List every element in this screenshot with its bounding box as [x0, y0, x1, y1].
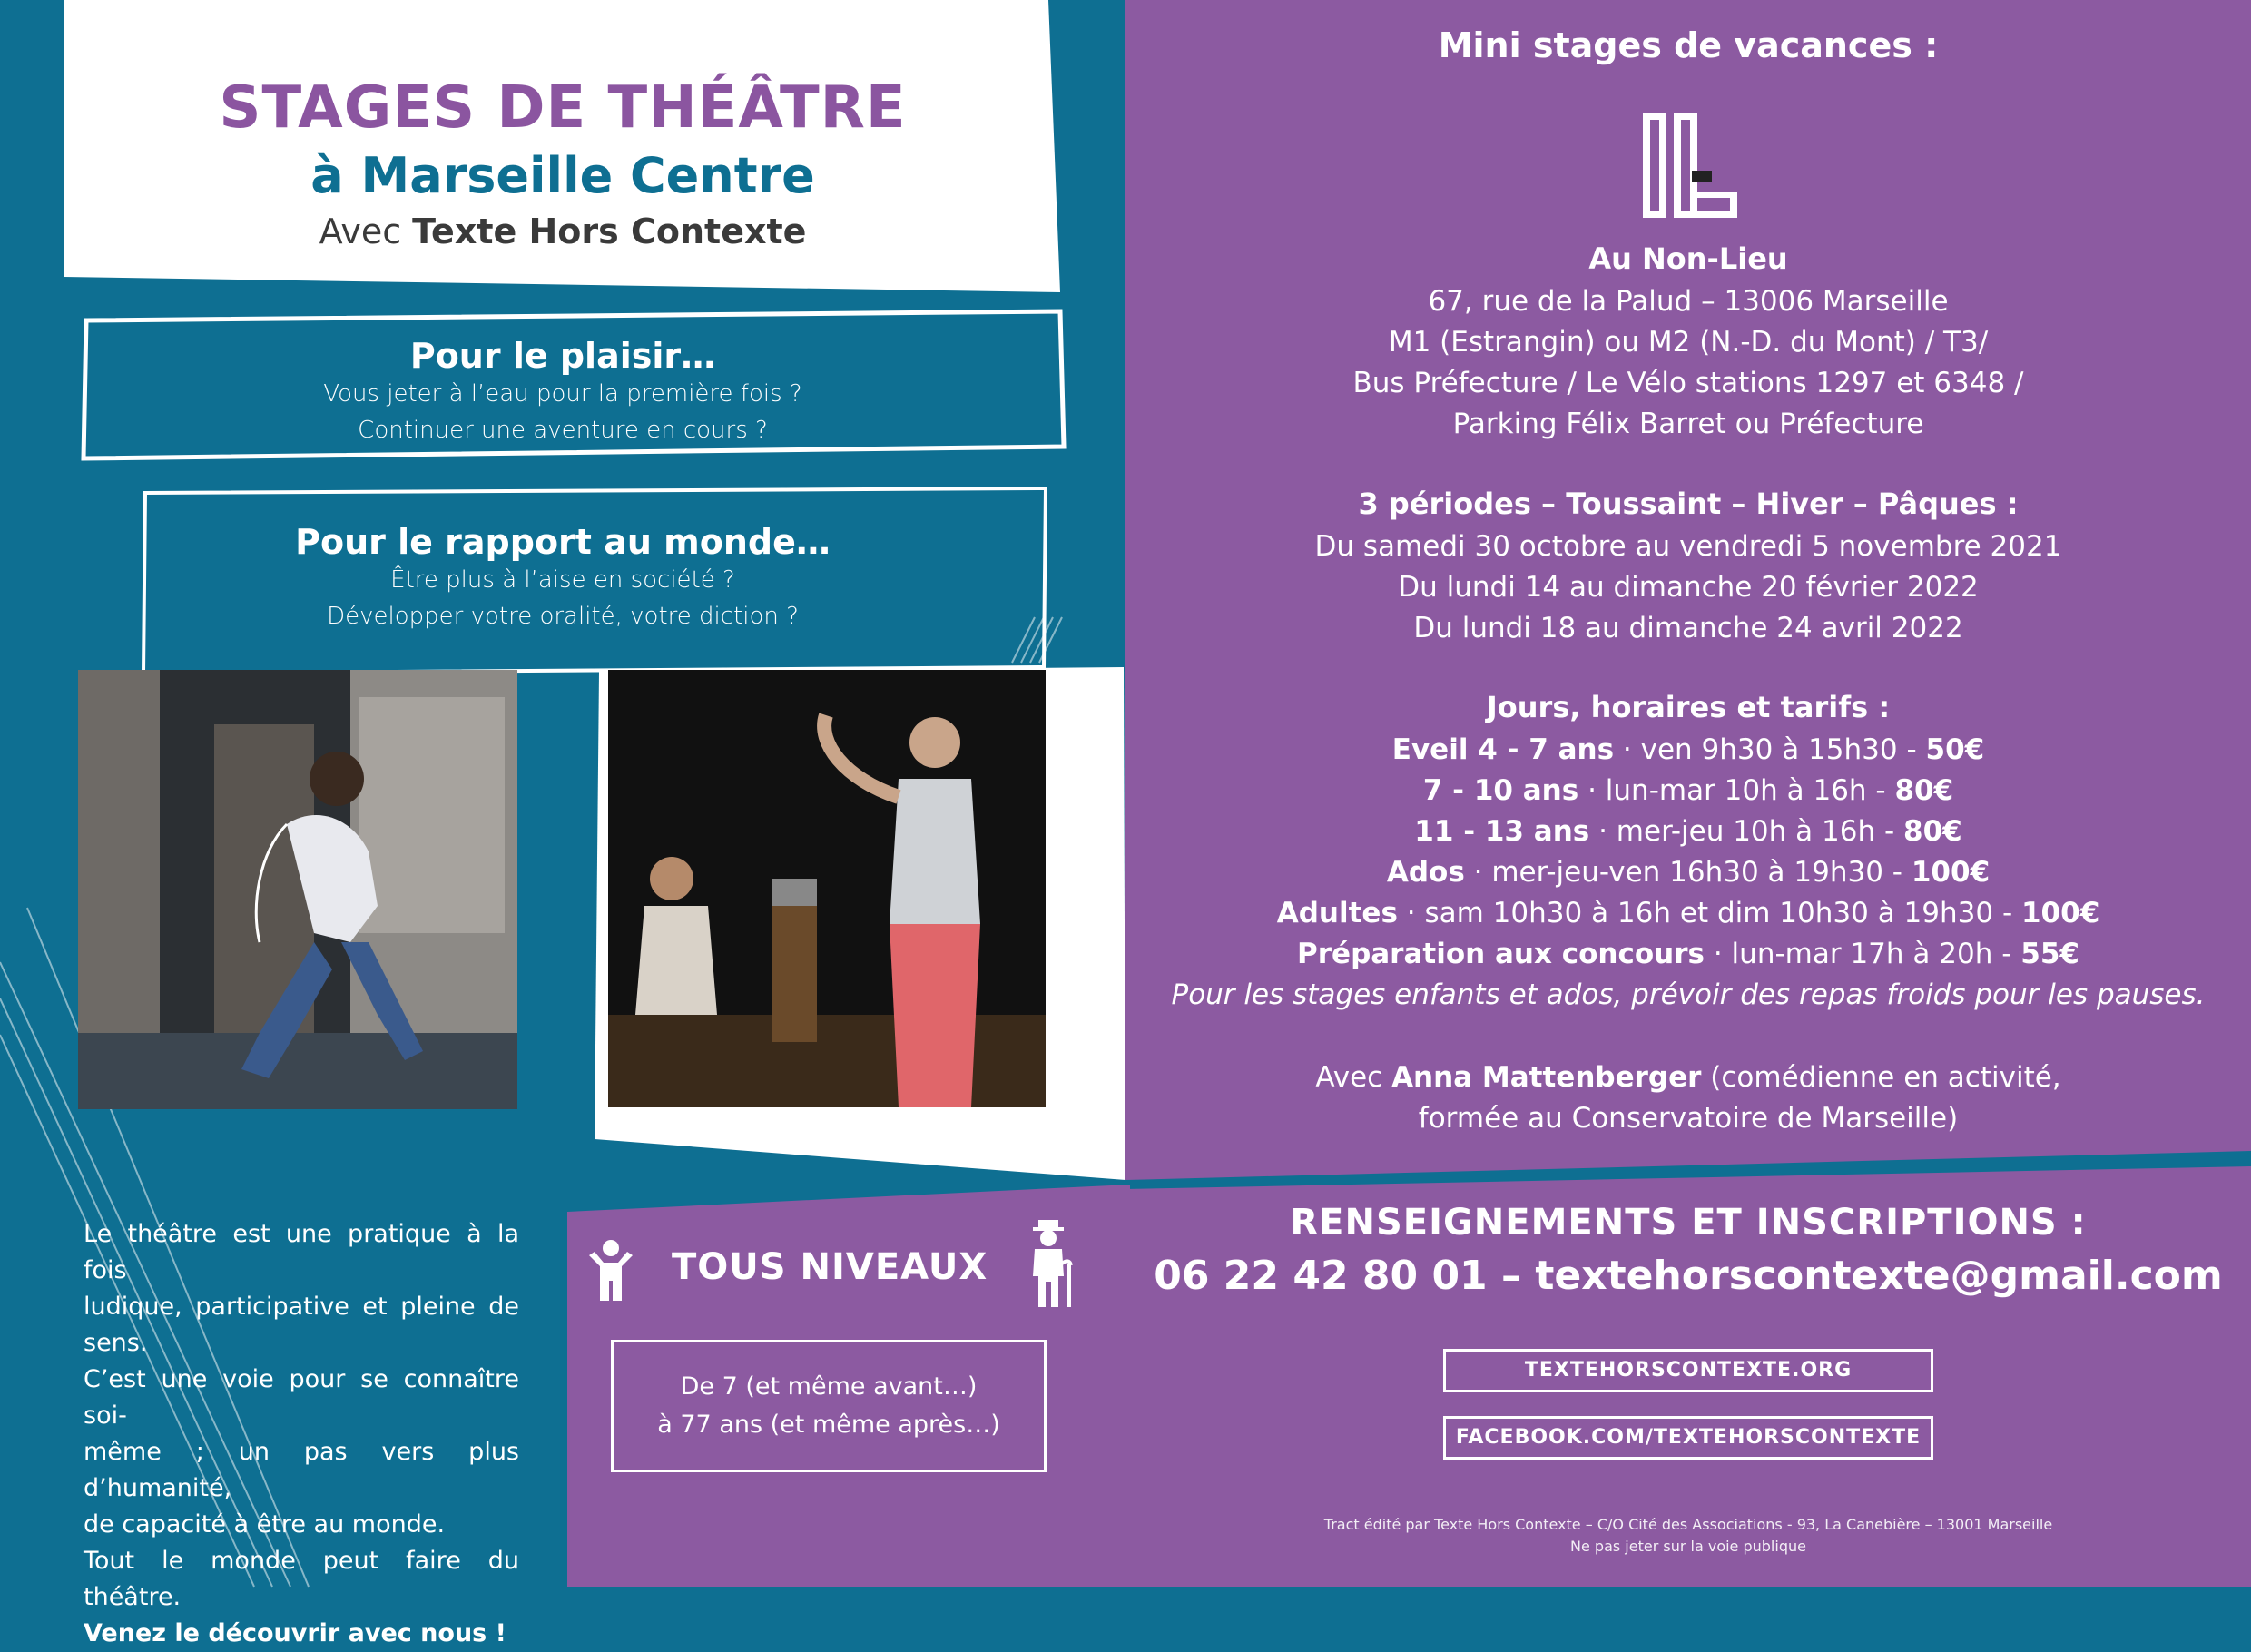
- title-block: [73, 74, 1053, 251]
- organizer-name: Texte Hors Contexte: [412, 211, 807, 251]
- address-line: Parking Félix Barret ou Préfecture: [1452, 408, 1924, 440]
- age-range-box: [611, 1340, 1047, 1472]
- period-item: Du lundi 18 au dimanche 24 avril 2022: [1413, 612, 1963, 644]
- footer-line-2: Ne pas jeter sur la voie publique: [1570, 1538, 1806, 1555]
- holiday-courses-heading: Mini stages de vacances :: [1438, 25, 1939, 65]
- meal-note: Pour les stages enfants et ados, prévoir des repas froids pour les pauses.: [1171, 978, 2206, 1011]
- schedule-item: Eveil 4 - 7 ans · ven 9h30 à 15h30 - 50€: [1391, 733, 1985, 766]
- schedule-item: Adultes · sam 10h30 à 16h et dim 10h30 à 19h30 - 100€: [1276, 897, 2100, 929]
- non-lieu-logo: [1641, 111, 1741, 223]
- levels-heading: TOUS NIVEAUX: [672, 1246, 988, 1288]
- schedule-list: [1126, 730, 2251, 1016]
- periods-list: [1126, 526, 2251, 649]
- paragraph-line: ludique, participative et pleine de sens.: [84, 1293, 519, 1357]
- world-line-2: Développer votre oralité, votre diction ?: [327, 603, 799, 630]
- pleasure-line-2: Continuer une aventure en cours ?: [358, 417, 768, 444]
- organizer-prefix: Avec: [319, 211, 413, 251]
- footer-line-1: Tract édité par Texte Hors Contexte – C/O Cité des Associations - 93, La Canebière – 13001 Marseille: [1323, 1516, 2053, 1533]
- paragraph-line: de capacité à être au monde.: [84, 1510, 446, 1539]
- pleasure-block: [73, 336, 1053, 448]
- page-subtitle: à Marseille Centre: [310, 147, 815, 204]
- paragraph-line: C’est une voie pour se connaître soi-: [84, 1365, 519, 1430]
- venue-address: [1126, 281, 2251, 445]
- elderly-person-icon: [1026, 1218, 1080, 1313]
- schedule-item: 11 - 13 ans · mer-jeu 10h à 16h - 80€: [1414, 815, 1962, 848]
- website-link[interactable]: TEXTEHORSCONTEXTE.ORG: [1443, 1349, 1933, 1392]
- paragraph-line: Le théâtre est une pratique à la fois: [84, 1220, 519, 1284]
- teacher-info: [1126, 1057, 2251, 1139]
- contact-heading: RENSEIGNEMENTS ET INSCRIPTIONS :: [1290, 1202, 2087, 1244]
- schedule-item: Préparation aux concours · lun-mar 17h à 20h - 55€: [1297, 938, 2079, 970]
- age-line-1: De 7 (et même avant…): [680, 1372, 978, 1401]
- teacher-line-2: formée au Conservatoire de Marseille): [1418, 1102, 1959, 1135]
- photo-running-actor: [78, 670, 517, 1109]
- child-icon: [585, 1239, 636, 1306]
- address-line: 67, rue de la Palud – 13006 Marseille: [1428, 285, 1949, 318]
- paragraph-line: Tout le monde peut faire du théâtre.: [84, 1547, 519, 1611]
- age-line-2: à 77 ans (et même après…): [657, 1411, 1000, 1439]
- schedule-item: Ados · mer-jeu-ven 16h30 à 19h30 - 100€: [1386, 856, 1991, 889]
- schedule-item: 7 - 10 ans · lun-mar 10h à 16h - 80€: [1422, 774, 1954, 807]
- world-block: [73, 522, 1053, 634]
- pleasure-line-1: Vous jeter à l’eau pour la première fois ?: [323, 380, 802, 408]
- paragraph-line: même ; un pas vers plus d’humanité,: [84, 1438, 519, 1502]
- address-line: Bus Préfecture / Le Vélo stations 1297 et 6348 /: [1352, 367, 2024, 399]
- teacher-line-1: Avec Anna Mattenberger (comédienne en activité,: [1315, 1061, 2061, 1094]
- facebook-link[interactable]: FACEBOOK.COM/TEXTEHORSCONTEXTE: [1443, 1416, 1933, 1460]
- photo-stage-actors: [608, 670, 1046, 1107]
- periods-heading: 3 périodes – Toussaint – Hiver – Pâques :: [1358, 487, 2019, 521]
- world-heading: Pour le rapport au monde…: [295, 522, 831, 562]
- page-title: STAGES DE THÉÂTRE: [219, 74, 907, 142]
- world-line-1: Être plus à l’aise en société ?: [390, 566, 735, 594]
- intro-paragraph: [84, 1216, 519, 1652]
- pleasure-heading: Pour le plaisir…: [409, 336, 716, 376]
- venue-name: Au Non-Lieu: [1588, 241, 1788, 276]
- address-line: M1 (Estrangin) ou M2 (N.-D. du Mont) / T3/: [1388, 326, 1989, 359]
- contact-details: 06 22 42 80 01 – textehorscontexte@gmail.com: [1154, 1253, 2223, 1299]
- organizer-line: [73, 211, 1053, 251]
- paragraph-call-to-action: Venez le découvrir avec nous !: [84, 1619, 506, 1647]
- period-item: Du samedi 30 octobre au vendredi 5 novembre 2021: [1314, 530, 2062, 563]
- schedule-heading: Jours, horaires et tarifs :: [1486, 690, 1891, 724]
- period-item: Du lundi 14 au dimanche 20 février 2022: [1398, 571, 1979, 604]
- footer: [1126, 1514, 2251, 1558]
